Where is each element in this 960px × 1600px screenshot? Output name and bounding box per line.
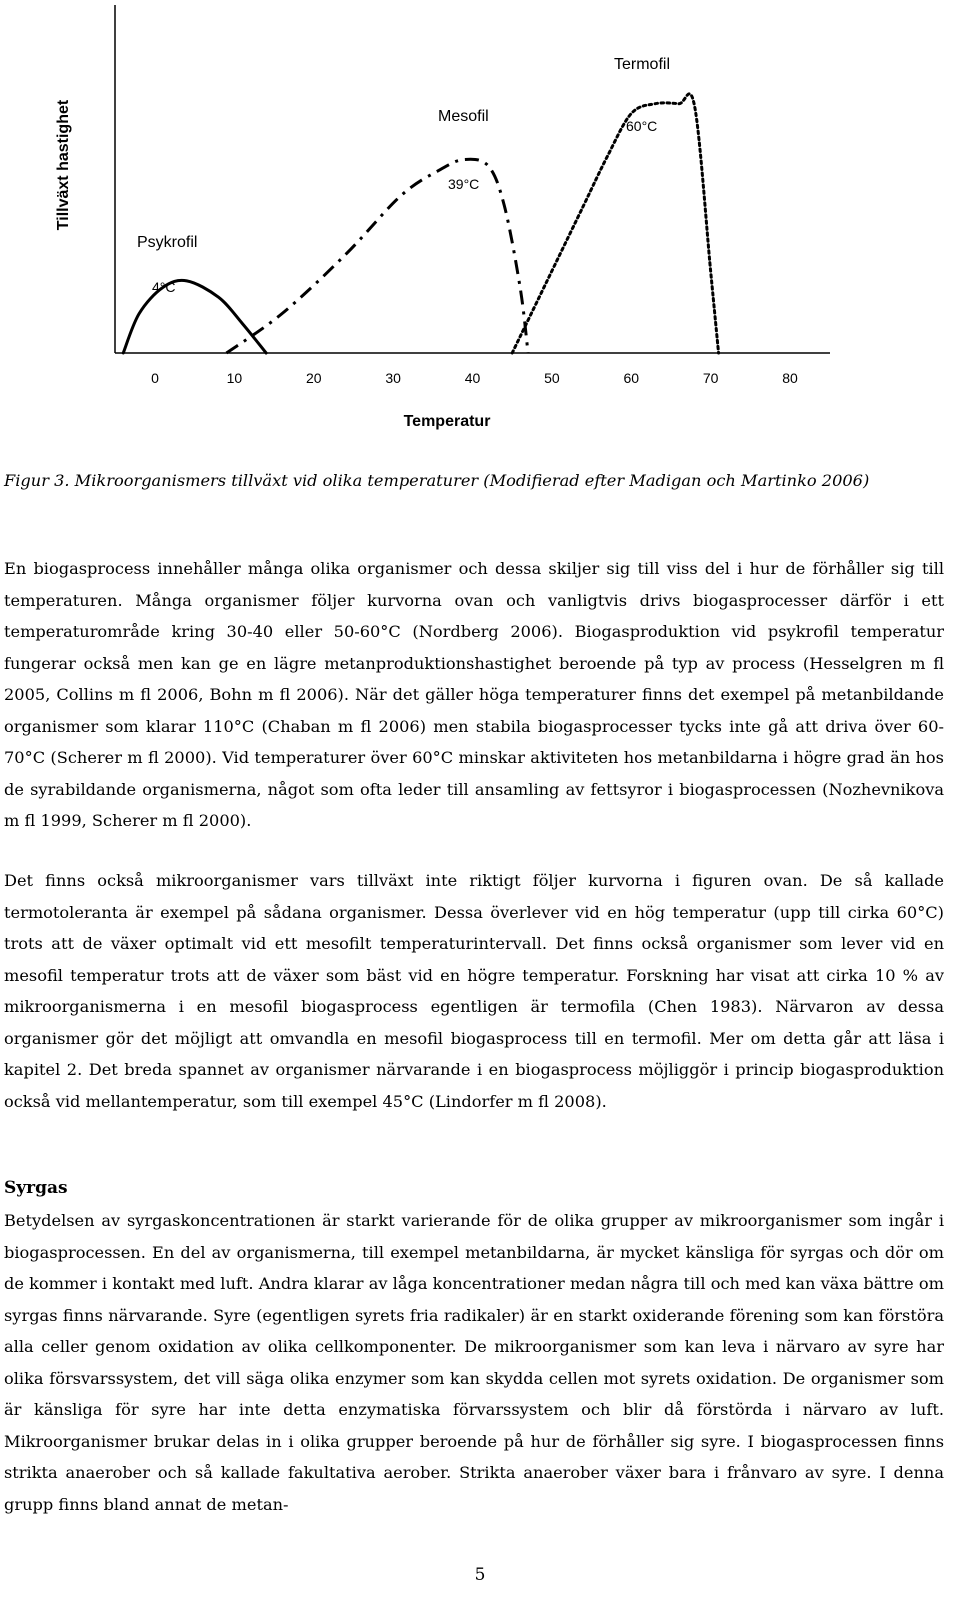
series-label-termofil: Termofil [614,56,671,73]
figure-caption: Figur 3. Mikroorganismers tillväxt vid olika temperaturer (Modifierad efter Madigan och Martinko 2006) [4,471,870,490]
y-axis-title: Tillväxt hastighet [55,99,72,231]
section-heading: Syrgas [4,1178,68,1198]
x-tick-label: 30 [385,370,401,386]
x-tick-label: 20 [305,370,322,386]
x-tick-label: 80 [782,370,798,386]
x-tick-label: 70 [702,370,719,386]
x-axis-title: Temperatur [403,413,491,430]
series-curve-termofil [512,94,718,353]
body-paragraph-2: Det finns också mikroorganismer vars tillväxt inte riktigt följer kurvorna i figuren ovan. De så kallade termotoleranta är exempel på sådana organismer. Dessa överlever vid en hög temperatur (upp till cirka 60°C) trots att de växer optimalt vid ett mesofilt temperaturintervall. Det finns också organismer som lever vid en mesofil temperatur trots att de växer som bäst vid en högre temperatur. Forskning har visat att cirka 10 % av mikroorganismerna i en mesofil biogasprocess egentligen är termofila (Chen 1983). Närvaron av dessa organismer gör det möjligt att omvandla en mesofil biogasprocess till en termofil. Mer om detta går att läsa i kapitel 2. Det breda spannet av organismer närvarande i en biogasprocess möjliggör i princip biogasproduktion också vid mellantemperatur, som till exempel 45°C (Lindorfer m fl 2008). [4,871,944,1111]
section-paragraph: Betydelsen av syrgaskoncentrationen är starkt varierande för de olika grupper av mikroorganismer som ingår i biogasprocessen. En del av organismerna, till exempel metanbildarna, är mycket känsliga för syrgas och dör om de kommer i kontakt med luft. Andra klarar av låga koncentrationer medan några till och med kan växa bättre om syrgas finns närvarande. Syre (egentligen syrets fria radikaler) är en starkt oxiderande förening som kan förstöra alla celler genom oxidation av olika cellkomponenter. De mikroorganismer som kan leva i närvaro av syre har olika försvarssystem, det vill säga olika enzymer som kan skydda cellen mot syrets oxidation. De organismer som är känsliga för syre har inte detta enzymatiska förvarssystem och blir då förstörda i närvaro av luft. Mikroorganismer brukar delas in i olika grupper beroende på hur de förhåller sig syre. I biogasprocessen finns strikta anaerober och så kallade fakultativa aerober. Strikta anaerober växer bara i frånvaro av syre. I denna grupp finns bland annat de metan- [4,1211,944,1514]
optimum-label-psykrofil: 4°C [152,279,176,295]
x-tick-label: 0 [151,370,159,386]
optimum-label-mesofil: 39°C [448,176,480,192]
x-tick-label: 50 [544,370,560,386]
series-label-psykrofil: Psykrofil [137,234,198,251]
page-number: 5 [474,1565,486,1585]
growth-temperature-chart [0,0,960,445]
optimum-label-termofil: 60°C [626,118,658,134]
x-tick-label: 60 [623,370,640,386]
body-paragraph-1: En biogasprocess innehåller många olika organismer och dessa skiljer sig till viss del i hur de förhåller sig till temperaturen. Många organismer följer kurvorna ovan och vanligtvis drivs biogasprocesser därför i ett temperaturområde kring 30-40 eller 50-60°C (Nordberg 2006). Biogasproduktion vid psykrofil temperatur fungerar också men kan ge en lägre metanproduktionshastighet beroende på typ av process (Hesselgren m fl 2005, Collins m fl 2006, Bohn m fl 2006). När det gäller höga temperaturer finns det exempel på metanbildande organismer som klarar 110°C (Chaban m fl 2006) men stabila biogasprocesser tycks inte gå att driva över 60-70°C (Scherer m fl 2000). Vid temperaturer över 60°C minskar aktiviteten hos metanbildarna i högre grad än hos de syrabildande organismerna, något som ofta leder till ansamling av fettsyror i biogasprocessen (Nozhevnikova m fl 1999, Scherer m fl 2000). [4,559,944,830]
x-tick-label: 10 [226,370,243,386]
series-curve-mesofil [226,159,528,353]
series-label-mesofil: Mesofil [438,108,489,125]
x-tick-label: 40 [464,370,481,386]
